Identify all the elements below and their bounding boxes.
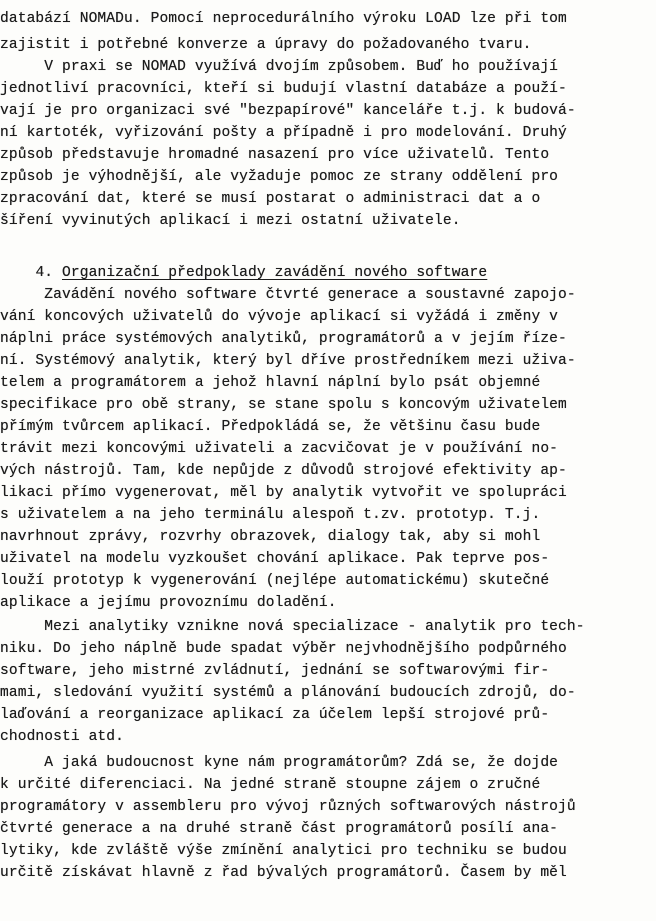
text-line: software, jeho mistrné zvládnutí, jednání se softwarovými fir-	[0, 663, 550, 679]
text-line: způsob je výhodnější, ale vyžaduje pomoc ze strany oddělení pro	[0, 169, 559, 185]
text-line: A jaká budoucnost kyne nám programátorům? Zdá se, že dojde	[0, 755, 559, 771]
text-line: specifikace pro obě strany, se stane spolu s koncovým uživatelem	[0, 397, 567, 413]
text-line: k určité diferenciaci. Na jedné straně stoupne zájem o zručné	[0, 777, 541, 793]
text-line: V praxi se NOMAD využívá dvojím způsobem. Buď ho používají	[0, 59, 559, 75]
text-line: louží prototyp k vygenerování (nejlépe automatickému) skutečné	[0, 573, 550, 589]
text-line: chodnosti atd.	[0, 729, 125, 745]
text-line: Zavádění nového software čtvrté generace a soustavné zapojo-	[0, 287, 576, 303]
text-line: navrhnout zprávy, rozvrhy obrazovek, dialogy tak, aby si mohl	[0, 529, 541, 545]
section-title: Organizační předpoklady zavádění nového software	[62, 265, 488, 281]
text-line: určitě získávat hlavně z řad bývalých programátorů. Časem by měl	[0, 865, 567, 881]
text-line: zajistit i potřebné konverze a úpravy do požadovaného tvaru.	[0, 37, 532, 53]
text-line: niku. Do jeho náplně bude spadat výběr nejvhodnějšího podpůrného	[0, 641, 567, 657]
text-line: ní kartoték, vyřizování pošty a případně i pro modelování. Druhý	[0, 125, 567, 141]
text-line: programátory v assembleru pro vývoj různých softwarových nástrojů	[0, 799, 576, 815]
text-line: vých nástrojů. Tam, kde nepůjde z důvodů strojové efektivity ap-	[0, 463, 567, 479]
text-line: způsob představuje hromadné nasazení pro více uživatelů. Tento	[0, 147, 550, 163]
text-line: náplni práce systémových analytiků, programátorů a v jejím řízе-	[0, 331, 567, 347]
text-line: aplikace a jejímu provoznímu doladění.	[0, 595, 337, 611]
text-line: databází NOMADu. Pomocí neprocedurálního výroku LOAD lze při tom	[0, 11, 567, 27]
text-line: uživatel na modelu vyzkoušet chování aplikace. Pak teprve pos-	[0, 551, 550, 567]
text-line: zpracování dat, které se musí postarat o administraci dat a o	[0, 191, 541, 207]
text-line: mami, sledování využití systémů a plánování budoucích zdrojů, do-	[0, 685, 576, 701]
text-line: lytiky, kde zvláště výše zmínění analytici pro techniku se budou	[0, 843, 567, 859]
text-line: přímým tvůrcem aplikací. Předpokládá se, že většinu času bude	[0, 419, 541, 435]
text-line: vají je pro organizaci své "bezpapírové" kanceláře t.j. k budová-	[0, 103, 576, 119]
text-line: laďování a reorganizace aplikací za účelem lepší strojové prů-	[0, 707, 550, 723]
text-line: jednotliví pracovníci, kteří si budují vlastní databáze a použí-	[0, 81, 567, 97]
section-number: 4.	[35, 265, 54, 281]
text-line: trávit mezi koncovými uživateli a zacvičovat je v používání no-	[0, 441, 559, 457]
text-line: Mezi analytiky vznikne nová specializace - analytik pro tech-	[0, 619, 585, 635]
text-line: šíření vyvinutých aplikací i mezi ostatní uživatele.	[0, 213, 461, 229]
text-line: likaci přímo vygenerovat, měl by analytik vytvořit ve spolupráci	[0, 485, 567, 501]
text-line: čtvrté generace a na druhé straně část programátorů posílí ana-	[0, 821, 559, 837]
text-line: telem a programátorem a jehož hlavní náplní bylo psát objemné	[0, 375, 541, 391]
text-line: vání koncových uživatelů do vývoje aplikací si vyžádá i změny v	[0, 309, 559, 325]
text-line: s uživatelem a na jeho terminálu alespoň t.zv. prototyp. T.j.	[0, 507, 541, 523]
text-line: ní. Systémový analytik, který byl dříve prostředníkem mezi uživa-	[0, 353, 576, 369]
